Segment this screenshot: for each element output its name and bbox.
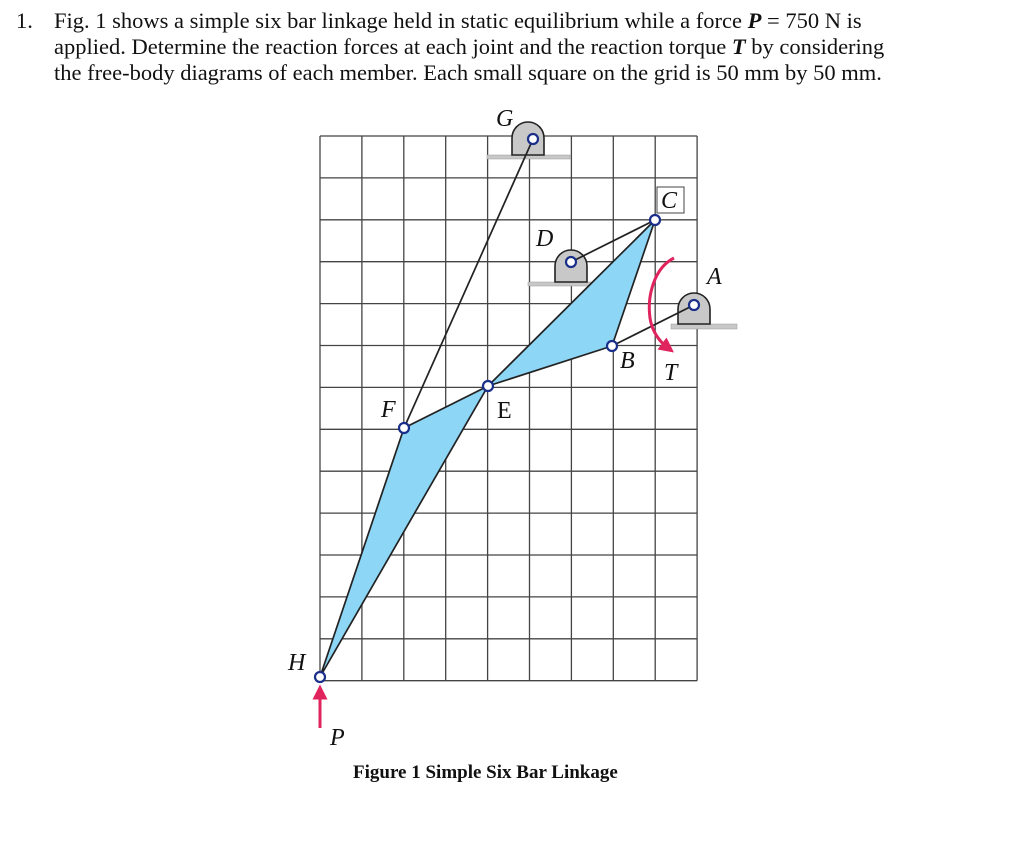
label-p: P [330,725,345,751]
label-b: B [620,348,635,374]
joint-c [650,215,660,225]
force-symbol: P [747,8,762,33]
label-f: F [381,397,396,423]
link-fg [404,139,533,428]
line1-start: Fig. 1 shows a simple six bar linkage held in static equilibrium while a force [54,8,748,33]
joint-b [607,341,617,351]
problem-line-3: the free-body diagrams of each member. Each small square on the grid is 50 mm by 50 mm. [54,60,882,85]
joint-g [528,134,538,144]
figure-caption: Figure 1 Simple Six Bar Linkage [353,762,618,783]
joint-f [399,423,409,433]
label-t: T [664,360,678,386]
joint-d [566,257,576,267]
line2-end: by considering [745,34,885,59]
line1-end: = 750 N is [761,8,862,33]
torque-symbol: T [731,34,746,59]
label-h: H [288,650,306,676]
label-g: G [496,106,514,132]
problem-number: 1. [16,8,33,33]
joint-e [483,381,493,391]
label-d: D [536,226,554,252]
label-c: C [661,188,678,214]
joint-h [315,672,325,682]
label-e: E [497,398,512,424]
label-a: A [707,264,722,290]
line2-start: applied. Determine the reaction forces at each joint and the reaction torque [54,34,732,59]
joint-a [689,300,699,310]
